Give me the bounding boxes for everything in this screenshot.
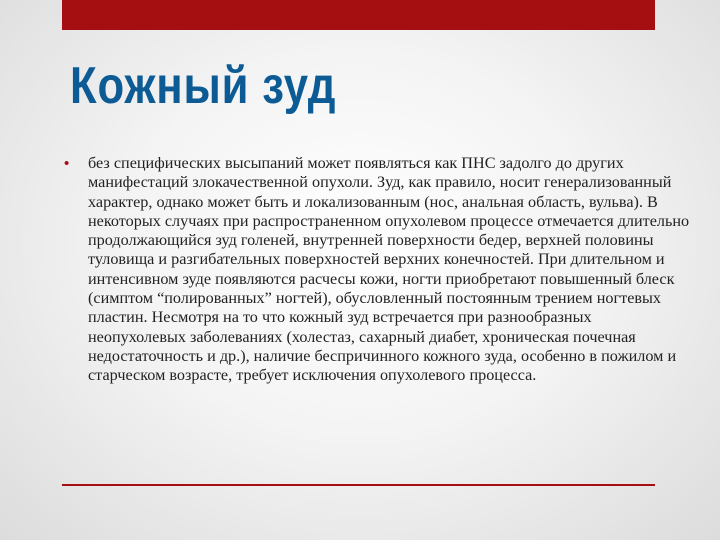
top-accent-bar (62, 0, 655, 30)
bullet-text: без специфических высыпаний может появляться как ПНС задолго до других манифестаций злокачественной опухоли. Зуд, как правило, носит генерализованный характер, однако может быть и локализованным (нос, анальная область, вульва). В некоторых случаях при распространенном опухолевом процессе отмечается длительно продолжающийся зуд голеней, внутренней поверхности бедер, верхней половины туловища и разгибательных поверхностей верхних конечностей. При длительном и интенсивном зуде появляются расчесы кожи, ногти приобретают повышенный блеск (симптом “полированных” ногтей), обусловленный постоянным трением ногтевых пластин. Несмотря на то что кожный зуд встречается при разнообразных неопухолевых заболеваниях (холестаз, сахарный диабет, хроническая почечная недостаточность и др.), наличие беспричинного кожного зуда, особенно в пожилом и старческом возрасте, требует исключения опухолевого процесса. (88, 154, 690, 385)
slide-title: Кожный зуд (70, 57, 337, 115)
bullet-icon: • (64, 155, 70, 172)
bottom-divider (62, 484, 655, 486)
list-item (62, 154, 692, 386)
slide-content (62, 154, 692, 386)
